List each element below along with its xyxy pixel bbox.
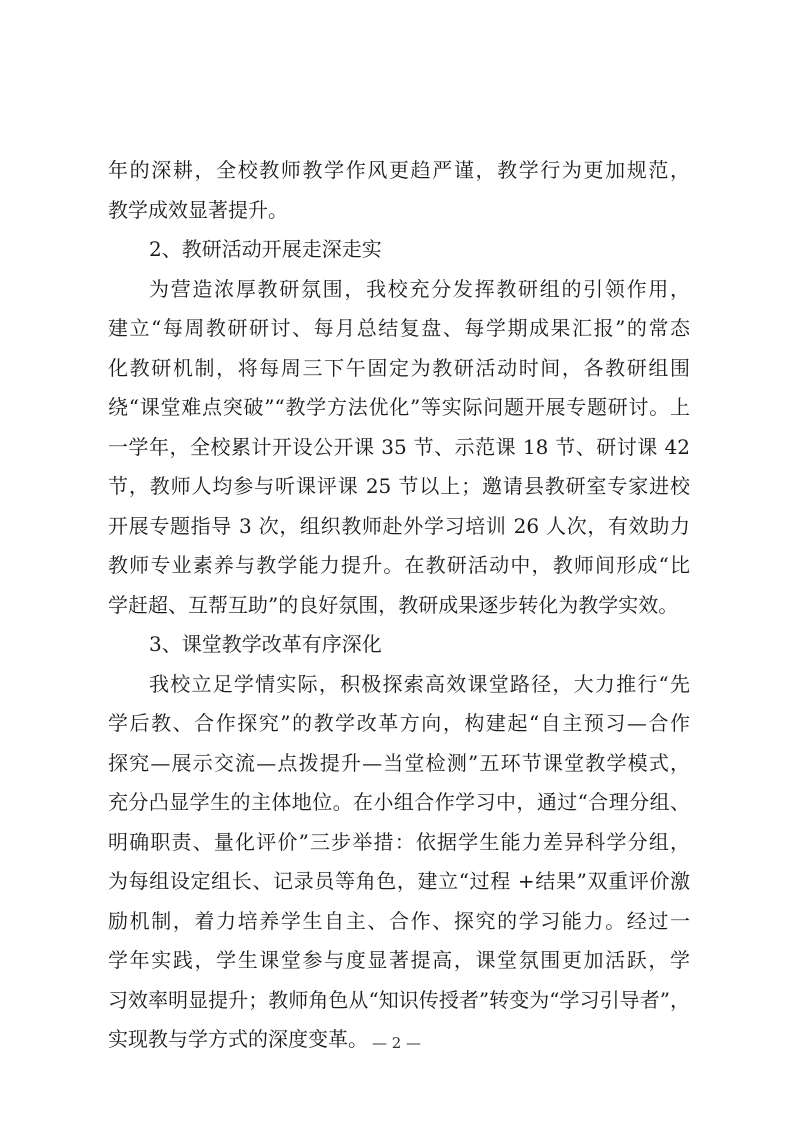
text-line: 开展专题指导 3 次，组织教师赴外学习培训 26 人次，有效助力	[108, 513, 690, 538]
text-line: 探究—展示交流—点拨提升—当堂检测”五环节课堂教学模式，	[108, 750, 690, 775]
section-heading	[108, 625, 690, 665]
paragraph	[108, 665, 690, 1060]
document-body	[108, 151, 690, 1060]
text-line: 习效率明显提升；教师角色从“知识传授者”转变为“学习引导者”，	[108, 987, 690, 1012]
text-line: 2、教研活动开展走深走实	[149, 237, 382, 261]
text-line: 年的深耕，全校教师教学作风更趋严谨，教学行为更加规范，	[108, 158, 690, 182]
text-line: 化教研机制，将每周三下午固定为教研活动时间，各教研组围	[108, 355, 690, 380]
page-number: — 2 —	[371, 1034, 422, 1052]
text-line: 学后教、合作探究”的教学改革方向，构建起“自主预习—合作	[108, 711, 690, 735]
paragraph	[108, 270, 690, 626]
text-line: 节，教师人均参与听课评课 25 节以上；邀请县教研室专家进校	[108, 474, 690, 498]
text-line: 教师专业素养与教学能力提升。在教研活动中，教师间形成“比	[108, 553, 690, 577]
text-line: 教学成效显著提升。	[108, 197, 288, 222]
text-line: 我校立足学情实际，积极探索高效课堂路径，大力推行“先	[149, 671, 690, 696]
text-line: 充分凸显学生的主体地位。在小组合作学习中，通过“合理分组、	[108, 790, 690, 814]
text-line: 3、课堂教学改革有序深化	[149, 632, 382, 656]
text-line: 为每组设定组长、记录员等角色，建立“过程 +结果”双重评价激	[108, 869, 690, 893]
text-line: 学年实践，学生课堂参与度显著提高，课堂氛围更加活跃，学	[108, 948, 690, 972]
section-heading	[108, 230, 690, 270]
text-line: 为营造浓厚教研氛围，我校充分发挥教研组的引领作用，	[149, 276, 690, 301]
paragraph	[108, 151, 690, 230]
text-line: 绕“课堂难点突破”“教学方法优化”等实际问题开展专题研讨。上	[108, 395, 690, 419]
text-line: 一学年，全校累计开设公开课 35 节、示范课 18 节、研讨课 42	[108, 434, 690, 459]
text-line: 实现教与学方式的深度变革。	[108, 1027, 368, 1051]
text-line: 建立“每周教研研讨、每月总结复盘、每学期成果汇报”的常态	[108, 316, 690, 340]
text-line: 励机制，着力培养学生自主、合作、探究的学习能力。经过一	[108, 908, 690, 933]
text-line: 明确职责、量化评价”三步举措：依据学生能力差异科学分组，	[108, 829, 690, 854]
text-line: 学赶超、互帮互助”的良好氛围，教研成果逐步转化为教学实效。	[108, 592, 679, 617]
